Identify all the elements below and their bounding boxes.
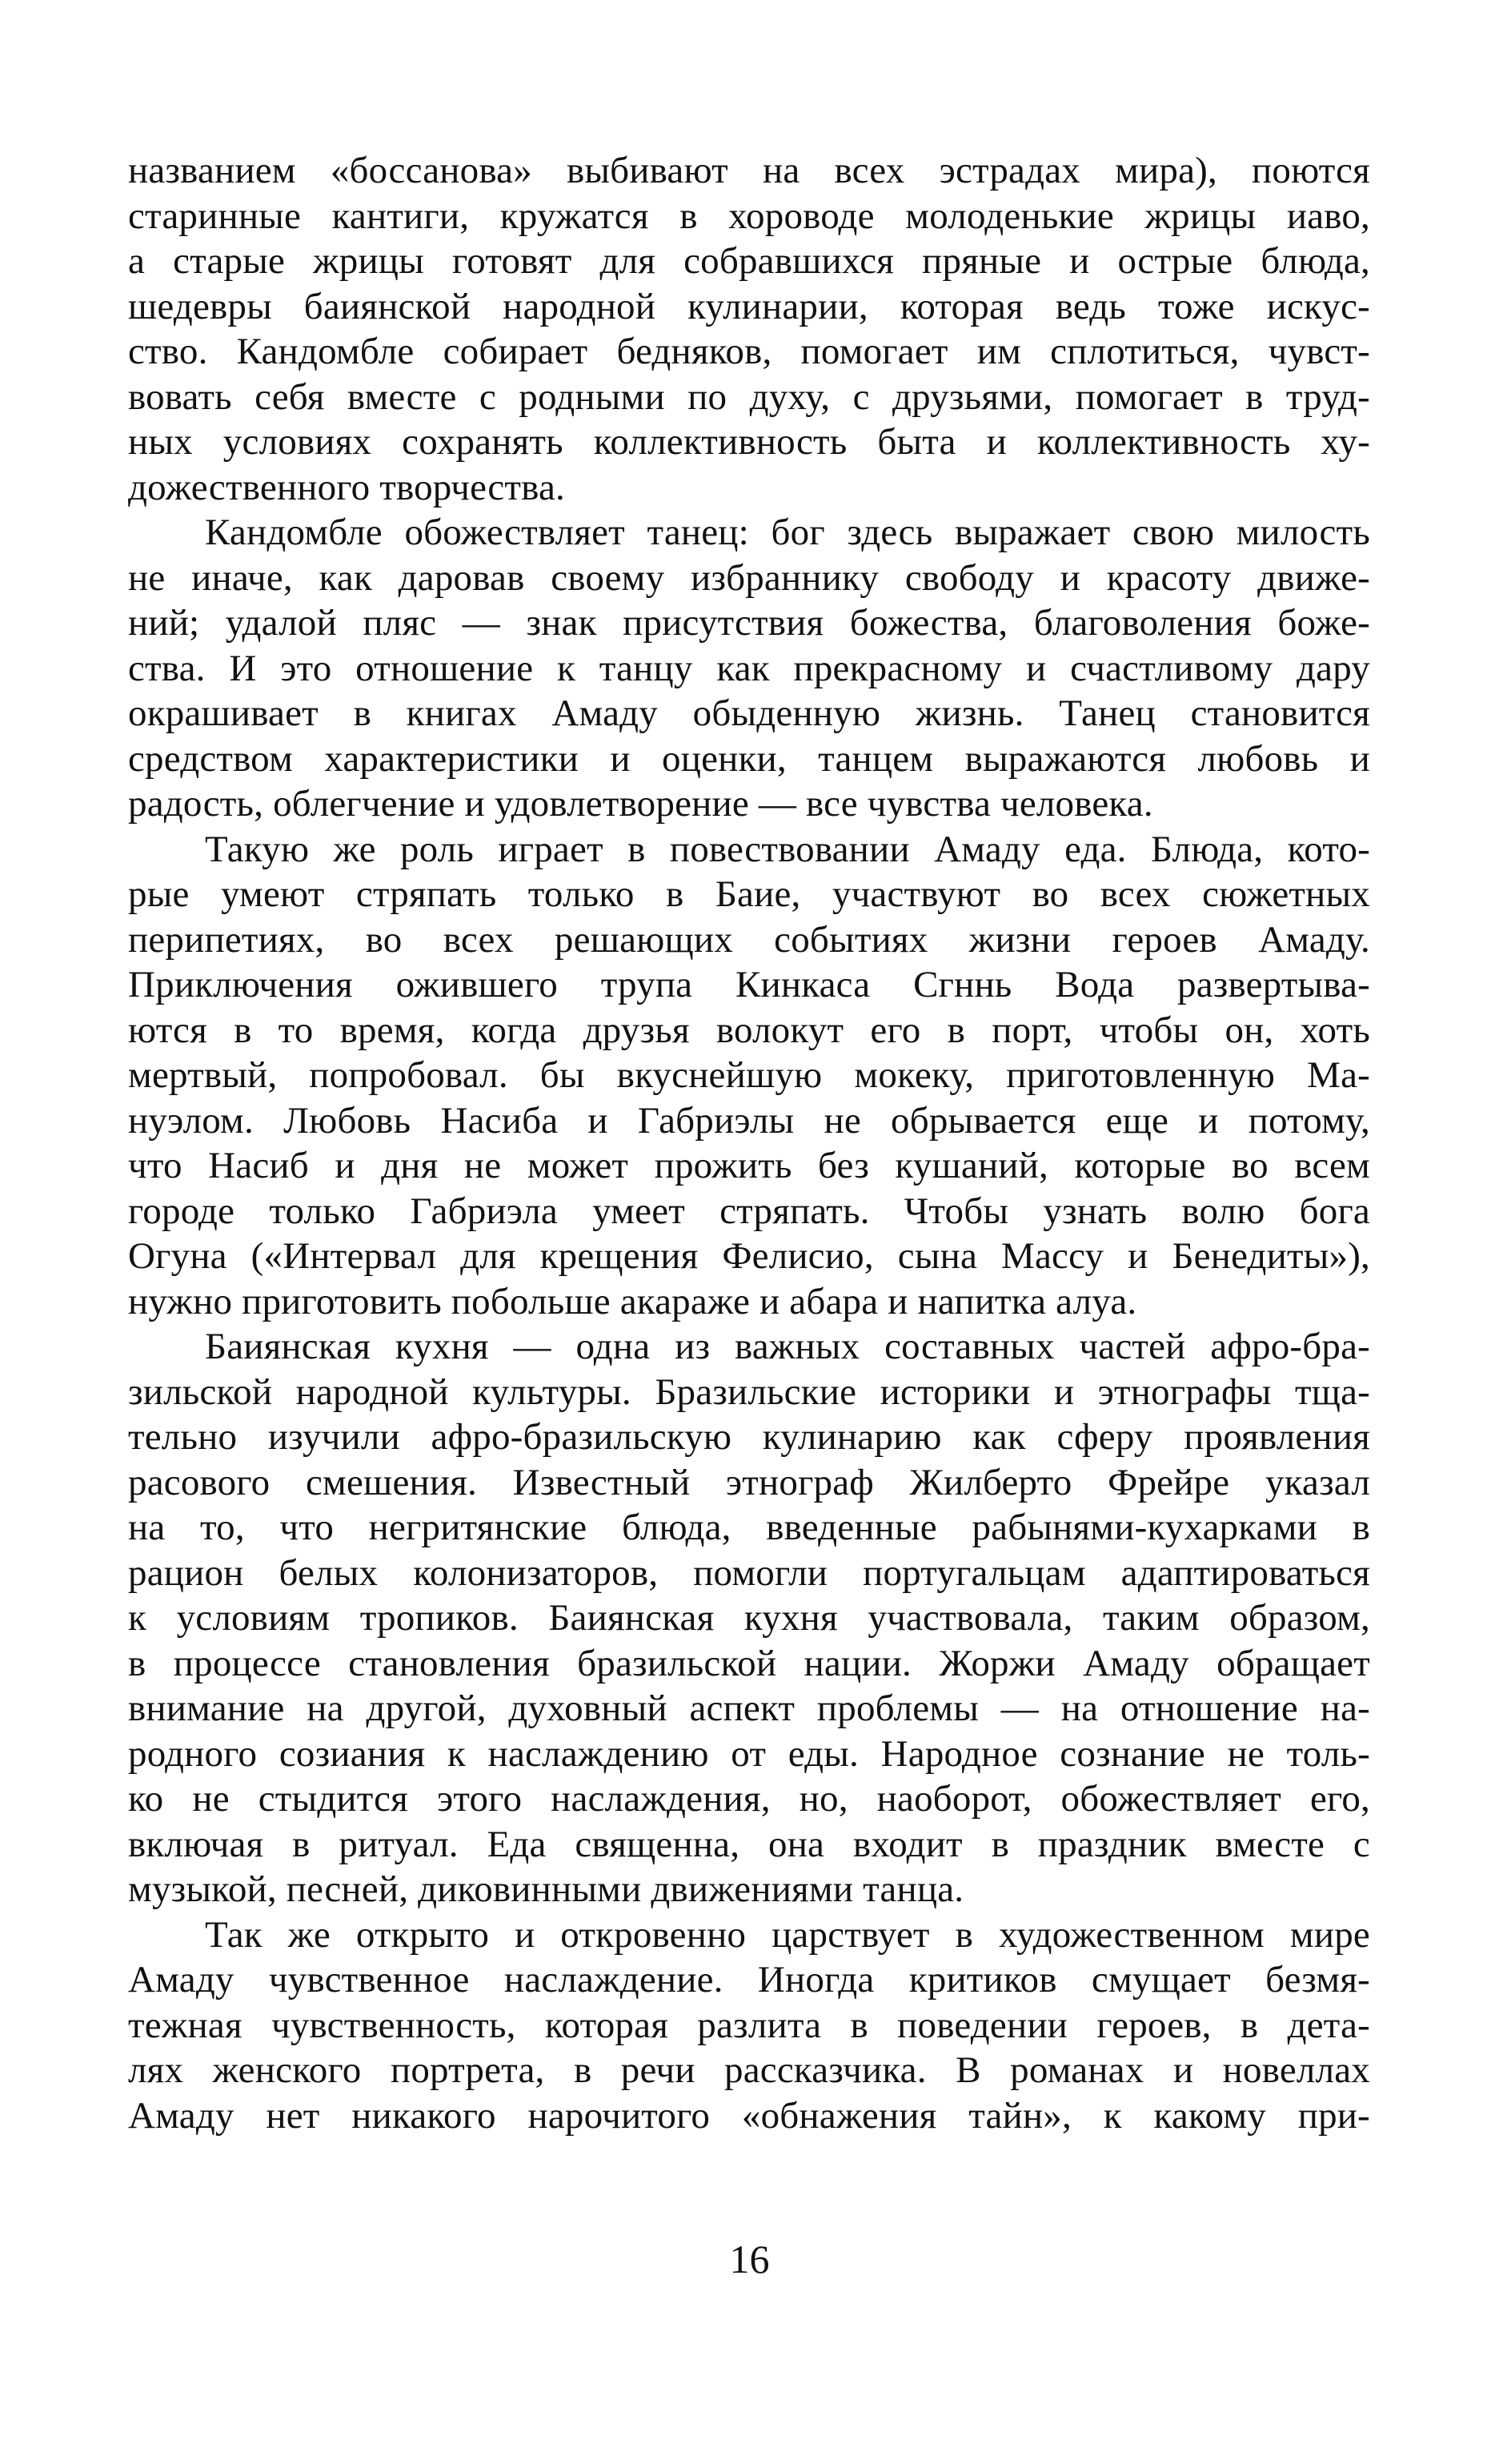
text-line: ются в то время, когда друзья волокут его в порт, чтобы он, хоть xyxy=(128,1009,1370,1051)
text-line: зильской народной культуры. Бразильские историки и этнографы тща- xyxy=(128,1370,1370,1413)
text-line: вовать себя вместе с родными по духу, с друзьями, помогает в труд- xyxy=(128,375,1370,418)
text-line: средством характеристики и оценки, танцем выражаются любовь и xyxy=(128,737,1370,780)
text-line: нуэлом. Любовь Насиба и Габриэлы не обрывается еще и потому, xyxy=(128,1099,1370,1142)
text-line: внимание на другой, духовный аспект проблемы — на отношение на- xyxy=(128,1687,1370,1729)
text-line: Амаду нет никакого нарочитого «обнажения тайн», к какому при- xyxy=(128,2094,1370,2137)
text-line: рацион белых колонизаторов, помогли португальцам адаптироваться xyxy=(128,1551,1370,1594)
text-line: ко не стыдится этого наслаждения, но, наоборот, обожествляет его, xyxy=(128,1778,1370,1820)
text-line: старинные кантиги, кружатся в хороводе молоденькие жрицы иаво, xyxy=(128,195,1370,237)
text-line: тельно изучили афро-бразильскую кулинарию как сферу проявления xyxy=(128,1416,1370,1458)
text-line: родного созиания к наслаждению от еды. Народное сознание не толь- xyxy=(128,1732,1370,1775)
text-line: перипетиях, во всех решающих событиях жизни героев Амаду. xyxy=(128,918,1370,961)
text-line: лях женского портрета, в речи рассказчика. В романах и новеллах xyxy=(128,2049,1370,2091)
text-line: включая в ритуал. Еда священна, она входит в праздник вместе с xyxy=(128,1823,1370,1865)
text-line: ний; удалой пляс — знак присутствия божества, благоволения боже- xyxy=(128,602,1370,644)
text-line: дожественного творчества. xyxy=(128,466,565,508)
text-line: городе только Габриэла умеет стряпать. Чтобы узнать волю бога xyxy=(128,1190,1370,1232)
text-line: ство. Кандомбле собирает бедняков, помогает им сплотиться, чувст- xyxy=(128,331,1370,372)
paragraph xyxy=(128,148,1370,510)
text-line: Амаду чувственное наслаждение. Иногда критиков смущает безмя- xyxy=(128,1959,1370,2000)
text-line: тежная чувственность, которая разлита в поведении героев, в дета- xyxy=(128,2004,1370,2046)
text-line: к условиям тропиков. Баиянская кухня участвовала, таким образом, xyxy=(128,1597,1370,1639)
text-line: рые умеют стряпать только в Баие, участвуют во всех сюжетных xyxy=(128,873,1370,915)
paragraph xyxy=(128,827,1370,1325)
text-line: Огуна («Интервал для крещения Фелисио, сына Массу и Бенедиты»), xyxy=(128,1235,1370,1277)
text-line: Так же открыто и откровенно царствует в художественном мире xyxy=(205,1913,1370,1956)
text-line: не иначе, как даровав своему избраннику свободу и красоту движе- xyxy=(128,556,1370,599)
text-line: Такую же роль играет в повествовании Амаду еда. Блюда, кото- xyxy=(205,828,1370,870)
text-line: а старые жрицы готовят для собравшихся пряные и острые блюда, xyxy=(128,240,1370,282)
text-line: расового смешения. Известный этнограф Жилберто Фрейре указал xyxy=(128,1461,1370,1503)
text-line: Приключения ожившего трупа Кинкаса Сгннь Вода развертыва- xyxy=(128,964,1370,1005)
text-line: что Насиб и дня не может прожить без кушаний, которые во всем xyxy=(128,1145,1370,1186)
text-line: ных условиях сохранять коллективность быта и коллективность ху- xyxy=(128,421,1370,463)
page-body xyxy=(128,148,1370,2138)
text-line: радость, облегчение и удовлетворение — все чувства человека. xyxy=(128,783,1153,825)
text-line: мертвый, попробовал. бы вкуснейшую мокеку, приготовленную Ма- xyxy=(128,1054,1370,1096)
text-line: на то, что негритянские блюда, введенные рабынями-кухарками в xyxy=(128,1507,1370,1548)
paragraph xyxy=(128,1324,1370,1912)
text-line: шедевры баиянской народной кулинарии, которая ведь тоже искус- xyxy=(128,285,1370,327)
text-line: Кандомбле обожествляет танец: бог здесь выражает свою милость xyxy=(205,512,1370,553)
text-line: в процессе становления бразильской нации. Жоржи Амаду обращает xyxy=(128,1642,1370,1684)
page-number: 16 xyxy=(729,2237,770,2281)
paragraph xyxy=(128,1912,1370,2139)
text-line: ства. И это отношение к танцу как прекрасному и счастливому дару xyxy=(128,647,1370,689)
paragraph xyxy=(128,510,1370,827)
text-line: окрашивает в книгах Амаду обыденную жизнь. Танец становится xyxy=(128,692,1370,734)
text-line: музыкой, песней, диковинными движениями танца. xyxy=(128,1868,964,1910)
text-line: нужно приготовить побольше акараже и абара и напитка алуа. xyxy=(128,1280,1137,1322)
text-line: Баиянская кухня — одна из важных составных частей афро-бра- xyxy=(205,1326,1370,1367)
text-line: названием «боссанова» выбивают на всех эстрадах мира), поются xyxy=(128,150,1370,191)
